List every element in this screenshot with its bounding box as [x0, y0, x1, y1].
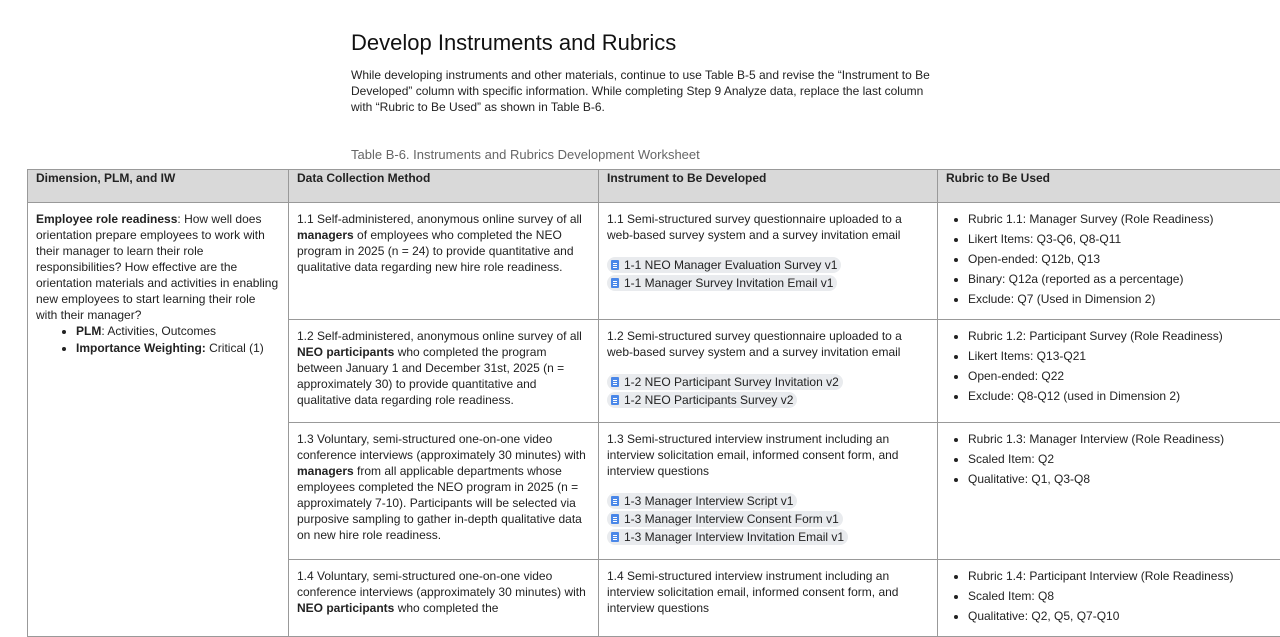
column-header-dimension: Dimension, PLM, and IW [28, 170, 289, 203]
column-header-instrument: Instrument to Be Developed [599, 170, 938, 203]
rubric-list [946, 328, 1280, 404]
file-chip-label: 1-2 NEO Participant Survey Invitation v2 [624, 375, 839, 389]
file-chip-label: 1-3 Manager Interview Invitation Email v1 [624, 530, 844, 544]
file-chip-label: 1-3 Manager Interview Script v1 [624, 494, 793, 508]
method-text: of employees who completed the NEO program in 2025 (n = 24) to provide quantitative and qualitative data regarding new hire role readiness. [297, 228, 574, 274]
plm-label: PLM [76, 324, 101, 338]
doc-icon [611, 532, 619, 542]
file-chip[interactable] [607, 511, 843, 527]
instrument-text: 1.2 Semi-structured survey questionnaire uploaded to a web-based survey system and a survey invitation email [607, 328, 929, 360]
method-text: from all applicable departments whose employees completed the NEO program in 2025 (n = approximately 7-10). Participants will be selected via purposive sampling to gather in-depth qualitative data on new hire role readiness. [297, 464, 582, 542]
rubric-item: • Scaled Item: Q2 [968, 451, 1280, 467]
doc-icon [611, 514, 619, 524]
file-chip[interactable] [607, 257, 841, 273]
file-chip-label: 1-2 NEO Participants Survey v2 [624, 393, 793, 407]
table-row [28, 203, 1280, 320]
plm-value: : Activities, Outcomes [101, 324, 216, 338]
file-chip[interactable] [607, 374, 843, 390]
worksheet-table [27, 169, 1280, 637]
rubric-cell [938, 320, 1280, 423]
rubric-item: • Qualitative: Q1, Q3-Q8 [968, 471, 1280, 487]
rubric-cell [938, 203, 1280, 320]
instrument-text: 1.3 Semi-structured interview instrument including an interview solicitation email, informed consent form, and interview questions [607, 431, 929, 479]
table-caption: Table B-6. Instruments and Rubrics Development Worksheet [351, 147, 700, 162]
rubric-list [946, 211, 1280, 307]
rubric-item: • Likert Items: Q13-Q21 [968, 348, 1280, 364]
rubric-cell [938, 423, 1280, 560]
instrument-cell [599, 203, 938, 320]
method-text: who completed the program between January 1 and December 31st, 2025 (n = approximately 30) to provide quantitative and qualitative data regarding role readiness. [297, 345, 564, 407]
rubric-item: • Exclude: Q7 (Used in Dimension 2) [968, 291, 1280, 307]
file-chip[interactable] [607, 392, 797, 408]
method-text: who completed the [394, 601, 498, 615]
dimension-attributes [36, 323, 280, 356]
iw-item [76, 340, 280, 356]
rubric-item: • Rubric 1.1: Manager Survey (Role Readiness) [968, 211, 1280, 227]
plm-item [76, 323, 280, 339]
rubric-item: • Open-ended: Q12b, Q13 [968, 251, 1280, 267]
method-text: 1.4 Voluntary, semi-structured one-on-one video conference interviews (approximately 30 minutes) with [297, 569, 586, 599]
rubric-item: • Likert Items: Q3-Q6, Q8-Q11 [968, 231, 1280, 247]
rubric-item: • Open-ended: Q22 [968, 368, 1280, 384]
method-text: 1.3 Voluntary, semi-structured one-on-one video conference interviews (approximately 30 minutes) with [297, 432, 586, 462]
instrument-cell [599, 320, 938, 423]
column-header-rubric: Rubric to Be Used [938, 170, 1280, 203]
instrument-text: 1.4 Semi-structured interview instrument including an interview solicitation email, informed consent form, and interview questions [607, 568, 929, 616]
method-cell [289, 203, 599, 320]
method-cell [289, 320, 599, 423]
instrument-cell [599, 423, 938, 560]
instrument-cell [599, 560, 938, 637]
doc-icon [611, 377, 619, 387]
dimension-text: : How well does orientation prepare employees to work with their manager to learn their role responsibilities? How effective are the orientation materials and activities in enabling new employees to start learning their role with their manager? [36, 212, 278, 322]
iw-label: Importance Weighting: [76, 341, 206, 355]
rubric-list [946, 568, 1280, 624]
column-header-method: Data Collection Method [289, 170, 599, 203]
method-cell [289, 423, 599, 560]
rubric-list [946, 431, 1280, 487]
file-chip[interactable] [607, 493, 797, 509]
rubric-cell [938, 560, 1280, 637]
doc-icon [611, 496, 619, 506]
doc-icon [611, 395, 619, 405]
table-header-row [28, 170, 1280, 203]
instrument-text: 1.1 Semi-structured survey questionnaire uploaded to a web-based survey system and a survey invitation email [607, 211, 929, 243]
rubric-item: • Scaled Item: Q8 [968, 588, 1280, 604]
rubric-item: • Rubric 1.4: Participant Interview (Role Readiness) [968, 568, 1280, 584]
method-text: 1.2 Self-administered, anonymous online survey of all [297, 329, 582, 343]
doc-icon [611, 260, 619, 270]
intro-paragraph: While developing instruments and other materials, continue to use Table B-5 and revise the “Instrument to Be Developed” column with specific information. While completing Step 9 Analyze data, replace the last column with “Rubric to Be Used” as shown in Table B-6. [351, 67, 931, 115]
method-emphasis: managers [297, 228, 354, 242]
method-emphasis: managers [297, 464, 354, 478]
method-emphasis: NEO participants [297, 601, 394, 615]
doc-icon [611, 278, 619, 288]
rubric-item: • Binary: Q12a (reported as a percentage) [968, 271, 1280, 287]
file-chip-label: 1-1 NEO Manager Evaluation Survey v1 [624, 258, 837, 272]
rubric-item: • Rubric 1.3: Manager Interview (Role Readiness) [968, 431, 1280, 447]
dimension-description [36, 211, 280, 323]
method-cell [289, 560, 599, 637]
method-emphasis: NEO participants [297, 345, 394, 359]
page-heading: Develop Instruments and Rubrics [351, 30, 676, 56]
method-text: 1.1 Self-administered, anonymous online survey of all [297, 212, 582, 226]
iw-value: Critical (1) [206, 341, 264, 355]
rubric-item: • Exclude: Q8-Q12 (used in Dimension 2) [968, 388, 1280, 404]
file-chip-label: 1-3 Manager Interview Consent Form v1 [624, 512, 839, 526]
file-chip-label: 1-1 Manager Survey Invitation Email v1 [624, 276, 833, 290]
dimension-title: Employee role readiness [36, 212, 177, 226]
file-chip[interactable] [607, 275, 837, 291]
rubric-item: • Rubric 1.2: Participant Survey (Role Readiness) [968, 328, 1280, 344]
dimension-cell [28, 203, 289, 637]
file-chip[interactable] [607, 529, 848, 545]
rubric-item: • Qualitative: Q2, Q5, Q7-Q10 [968, 608, 1280, 624]
